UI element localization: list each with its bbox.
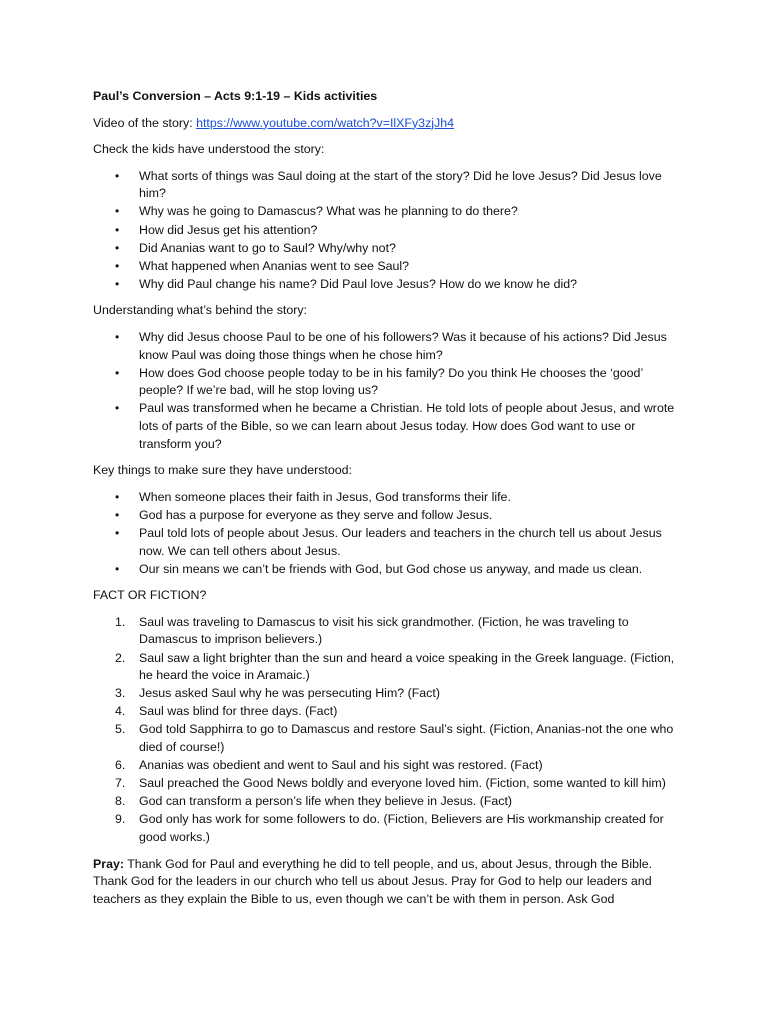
list-item: 3. Jesus asked Saul why he was persecuting Him? (Fact): [93, 685, 678, 703]
list-item: 1. Saul was traveling to Damascus to visit his sick grandmother. (Fiction, he was traveling to Damascus to imprison believers.): [115, 614, 629, 647]
bullet-icon: •: [115, 204, 120, 219]
list-item: • What happened when Ananias went to see Saul?: [93, 258, 678, 276]
section-heading-fact-or-fiction: FACT OR FICTION?: [93, 588, 207, 603]
video-link[interactable]: https://www.youtube.com/watch?v=IlXFy3zjJh4: [196, 115, 455, 130]
item-number: 5.: [115, 722, 126, 737]
item-number: 2.: [115, 650, 126, 665]
item-number: 3.: [115, 686, 126, 701]
section-heading-key-things: Key things to make sure they have understood:: [93, 463, 352, 478]
list-item: 9. God only has work for some followers to do. (Fiction, Believers are His workmanship created for good works.): [115, 812, 664, 844]
list-item: 5. God told Sapphirra to go to Damascus and restore Saul’s sight. (Fiction, Ananias-not the one who died of course!): [115, 722, 674, 754]
section-heading-understood: Check the kids have understood the story:: [93, 142, 325, 157]
video-line: [93, 115, 678, 133]
bullet-icon: •: [115, 276, 120, 291]
bullet-icon: •: [115, 258, 120, 273]
document-title: Paul’s Conversion – Acts 9:1-19 – Kids activities: [93, 89, 378, 103]
bullet-icon: •: [115, 365, 120, 380]
bullet-icon: •: [115, 222, 120, 237]
bullet-icon: •: [115, 401, 120, 416]
video-label: Video of the story:: [93, 115, 197, 130]
list-item: • How did Jesus get his attention?: [93, 222, 678, 240]
bullet-icon: •: [115, 489, 120, 504]
list-item: 7. Saul preached the Good News boldly and everyone loved him. (Fiction, some wanted to kill him): [93, 775, 678, 793]
item-number: 1.: [115, 614, 126, 629]
pray-text: Thank God for Paul and everything he did to tell people, and us, about Jesus, through the Bible. Thank God for the leaders in our church who tell us about Jesus. Pray for God to help our leaders and teachers as they explain the Bible to us, even though we can’t be with them in person. Ask God: [93, 856, 653, 906]
bullet-icon: •: [115, 240, 120, 255]
list-item: • Paul told lots of people about Jesus. Our leaders and teachers in the church tell us about Jesus now. We can tell others about Jesus.: [115, 525, 662, 558]
list-item: • What sorts of things was Saul doing at the start of the story? Did he love Jesus? Did Jesus love him?: [115, 168, 662, 201]
bullet-list-understood: [93, 168, 678, 294]
item-number: 8.: [115, 794, 126, 809]
section-heading-behind: Understanding what’s behind the story:: [93, 303, 307, 318]
bullet-list-behind: [93, 329, 678, 453]
bullet-icon: •: [115, 507, 120, 522]
list-item: 4. Saul was blind for three days. (Fact): [93, 703, 678, 721]
list-item: 8. God can transform a person’s life when they believe in Jesus. (Fact): [93, 793, 678, 811]
pray-label: Pray:: [93, 856, 124, 871]
bullet-icon: •: [115, 330, 120, 345]
list-item: • When someone places their faith in Jesus, God transforms their life.: [93, 489, 678, 507]
list-item: • Did Ananias want to go to Saul? Why/why not?: [93, 240, 678, 258]
item-number: 7.: [115, 776, 126, 791]
pray-paragraph: [93, 856, 678, 909]
item-number: 6.: [115, 758, 126, 773]
bullet-icon: •: [115, 525, 120, 540]
list-item: • Why did Paul change his name? Did Paul love Jesus? How do we know he did?: [93, 276, 678, 294]
list-item: • Why was he going to Damascus? What was he planning to do there?: [93, 203, 678, 221]
bullet-icon: •: [115, 168, 120, 183]
list-item: 2. Saul saw a light brighter than the sun and heard a voice speaking in the Greek language. (Fiction, he heard the voice in Aramaic.): [115, 650, 675, 683]
item-number: 4.: [115, 704, 126, 719]
bullet-list-key-things: [93, 489, 678, 578]
list-item: • How does God choose people today to be in his family? Do you think He chooses the ‘good’ people? If we’re bad, will he stop loving us?: [115, 365, 643, 398]
list-item: • Why did Jesus choose Paul to be one of his followers? Was it because of his actions? Did Jesus know Paul was doing those things when he chose him?: [115, 330, 667, 362]
list-item: • Our sin means we can’t be friends with God, but God chose us anyway, and made us clean.: [93, 561, 678, 579]
bullet-icon: •: [115, 561, 120, 576]
list-item: • Paul was transformed when he became a Christian. He told lots of people about Jesus, and wrote lots of parts of the Bible, so we can learn about Jesus today. How does God want to use or transform you?: [115, 401, 675, 451]
list-item: 6. Ananias was obedient and went to Saul and his sight was restored. (Fact): [93, 757, 678, 775]
item-number: 9.: [115, 812, 126, 827]
list-item: • God has a purpose for everyone as they serve and follow Jesus.: [93, 507, 678, 525]
numbered-list-fact-or-fiction: [93, 614, 678, 847]
